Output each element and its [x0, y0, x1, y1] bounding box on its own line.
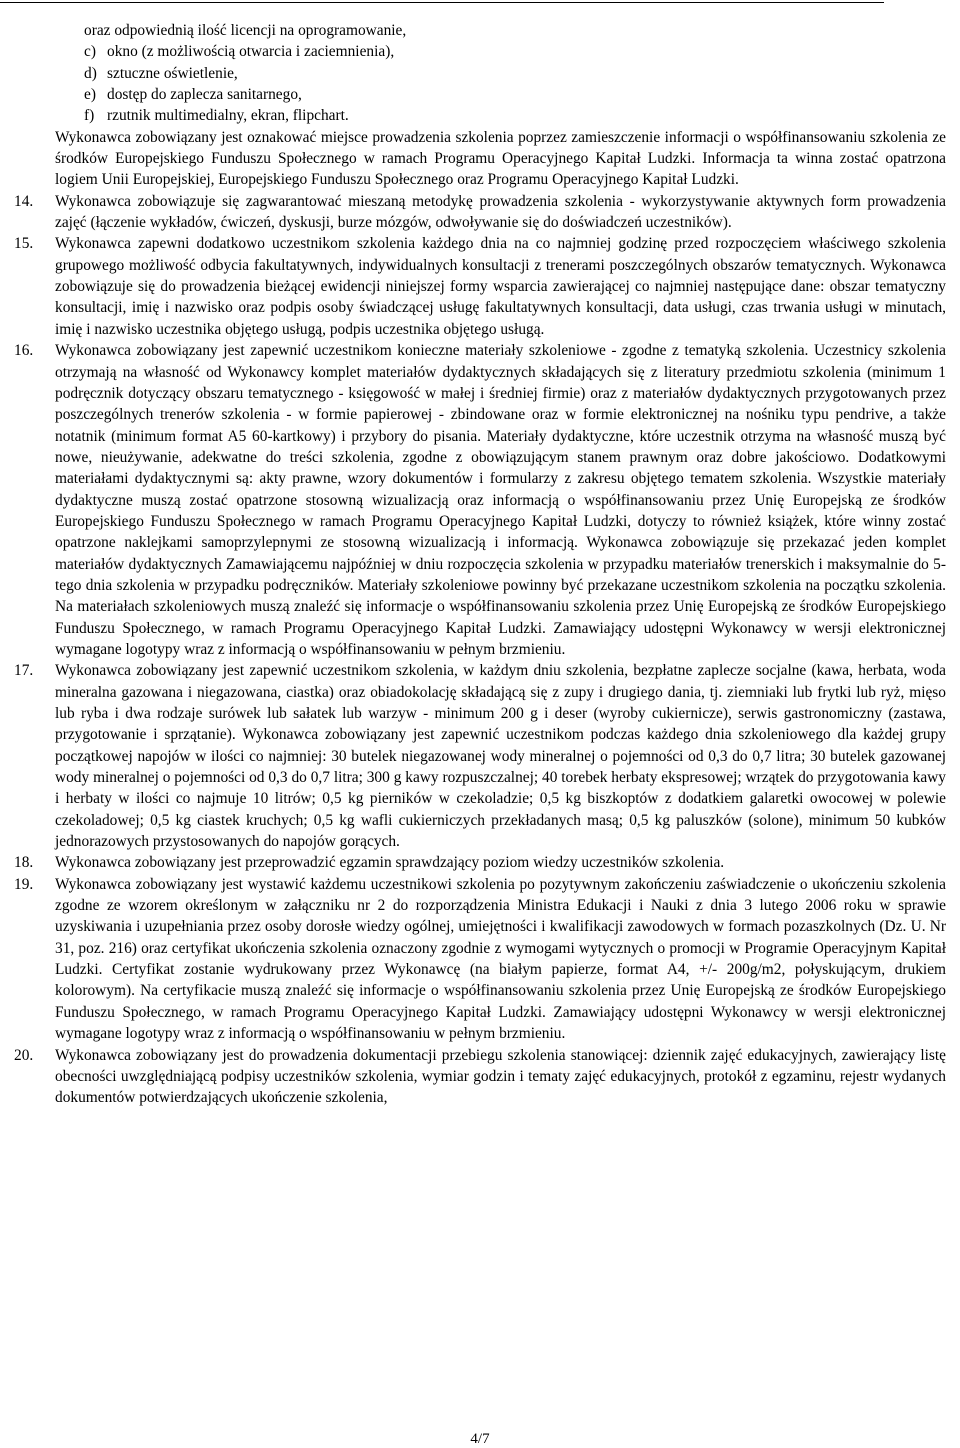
subitem-text: rzutnik multimedialny, ekran, flipchart. [107, 107, 349, 125]
subitem-c [84, 41, 946, 62]
top-rule [0, 2, 884, 3]
item-number: 15. [14, 235, 34, 253]
list-item-15 [14, 233, 946, 340]
subitem-letter: e) [84, 86, 96, 104]
subitem-list [14, 20, 946, 127]
item-number: 16. [14, 342, 34, 360]
item-text: Wykonawca zobowiązany jest zapewnić uczestnikom szkolenia, w każdym dniu szkolenia, bezpłatne zaplecze socjalne (kawa, herbata, woda mineralna gazowana i niegazowana, ciastka) oraz obiadokolację składającą się z zupy i drugiego dania, tj. ziemniaki lub frytki lub ryż, mięso lub ryba i dwa rodzaje surówek lub sałatek lub warzyw - minimum 200 g i deser (wyroby cukiernicze), serwis gastronomiczny (zastawa, przygotowanie i sprzątanie). Wykonawca zobowiązany jest zapewnić uczestnikom podczas każdego dnia szkoleniowego dla każdej grupy początkowej napojów w ilości co najmniej: 30 butelek niegazowanej wody mineralnej o pojemności od 0,3 do 0,7 litra; 30 butelek gazowanej wody mineralnej o pojemności od 0,3 do 0,7 litra; 300 g kawy rozpuszczalnej; 40 torebek herbaty ekspresowej; wrzątek do przygotowania kawy i herbaty w ilości co najmuje 10 litrów; 0,5 kg pierników w czekoladzie; 0,5 kg biszkoptów z dodatkiem galaretki owocowej w polewie czekoladowej; 0,5 kg ciastek kruchych; 0,5 kg wafli cukierniczych przekładanych masą; 0,5 kg paluszków (solone), minimum 50 kubków jednorazowych przystosowanych do napojów gorących. [55, 662, 946, 851]
subitem-d [84, 63, 946, 84]
list-item-19 [14, 874, 946, 1045]
list-item-16 [14, 340, 946, 660]
item-number: 14. [14, 192, 34, 210]
item-number: 19. [14, 875, 34, 893]
subitem-letter: f) [84, 107, 95, 125]
item-text: Wykonawca zobowiązuje się zagwarantować mieszaną metodykę prowadzenia szkolenia - wykorzystywanie aktywnych form prowadzenia zajęć (łączenie wykładów, ćwiczeń, dyskusji, burze mózgów, odwoływanie się do doświadczeń uczestników). [55, 192, 946, 232]
subitem-text: okno (z możliwością otwarcia i zaciemnienia), [107, 43, 395, 61]
item-number: 20. [14, 1046, 34, 1064]
item-text: Wykonawca zobowiązany jest do prowadzenia dokumentacji przebiegu szkolenia stanowiącej: dziennik zajęć edukacyjnych, zawierający listę obecności uwzględniającą podpisy uczestników szkolenia, wymiar godzin i tematy zajęć edukacyjnych, protokół z egzaminu, rejestr wydanych dokumentów potwierdzających ukończenie szkolenia, [55, 1046, 946, 1107]
item-text: Wykonawca zobowiązany jest przeprowadzić egzamin sprawdzający poziom wiedzy uczestników szkolenia. [55, 854, 725, 872]
subitem-letter: d) [84, 64, 97, 82]
subitem-f [84, 105, 946, 126]
subitem-text: dostęp do zaplecza sanitarnego, [107, 86, 302, 104]
document-body [14, 20, 946, 1109]
page-number: 4/7 [470, 1431, 490, 1447]
list-item-18 [14, 852, 946, 873]
item-text: Wykonawca zobowiązany jest wystawić każdemu uczestnikowi szkolenia po pozytywnym zakończeniu zaświadczenie o ukończeniu szkolenia zgodne ze wzorem określonym w załączniku nr 2 do rozporządzenia Ministra Edukacji i Nauki z dnia 3 lutego 2006 roku w sprawie uzyskiwania i uzupełniania przez osoby dorosłe wiedzy ogólnej, umiejętności i kwalifikacji zawodowych w formach pozaszkolnych (Dz. U. Nr 31, poz. 216) oraz certyfikat ukończenia szkolenia oznaczony zgodnie z wymogami wytycznych o promocji w Programie Operacyjnym Kapitał Ludzki. Certyfikat zostanie wydrukowany przez Wykonawcę (na białym papierze, format A4, +/- 200g/m2, połyskującym, drukiem kolorowym). Na certyfikacie muszą znaleźć się informacje o współfinansowaniu szkolenia przez Unię Europejską ze środków Europejskiego Funduszu Społecznego, w ramach Programu Operacyjnego Kapitał Ludzki. Zamawiający udostępni Wykonawcy w wersji elektronicznej wymagane logotypy wraz z informacją o współfinansowaniu w pełnym brzmieniu. [55, 875, 946, 1043]
subitem-text: sztuczne oświetlenie, [107, 64, 238, 82]
list-item-14 [14, 191, 946, 234]
list-item-20 [14, 1045, 946, 1109]
continuation-line: oraz odpowiednią ilość licencji na oprogramowanie, [84, 22, 407, 39]
item-number: 18. [14, 854, 34, 872]
item-text: Wykonawca zobowiązany jest zapewnić uczestnikom konieczne materiały szkoleniowe - zgodne z tematyką szkolenia. Uczestnicy szkolenia otrzymają na własność od Wykonawcy komplet materiałów dydaktycznych składających się z literatury przedmiotu szkolenia (minimum 1 podręcznik dotyczący obszaru tematycznego - księgowość w małej i średniej firmie) oraz z materiałów dydaktycznych przygotowanych przez poszczególnych trenerów szkolenia - w formie papierowej - zbindowane oraz w formie elektronicznej na nośniku typu pendrive, a także notatnik (minimum format A5 60-kartkowy) i przybory do pisania. Materiały dydaktyczne, które uczestnik otrzyma na własność muszą być nowe, nieużywanie, adekwatne do treści szkolenia, zgodne z obowiązującym stanem prawnym oraz dobre jakościowo. Dodatkowymi materiałami dydaktycznymi są: akty prawne, wzory dokumentów i formularzy z zakresu objętego tematem szkolenia. Wszystkie materiały dydaktyczne muszą zostać opatrzone stosowną wizualizacją oraz informacją o współfinansowaniu przez Unię Europejską ze środków Europejskiego Funduszu Społecznego w ramach Programu Operacyjnego Kapitał Ludzki, dotyczy to również książek, które winny zostać opatrzone naklejkami samoprzylepnymi ze stosowną wizualizacją i informacją. Wykonawca zobowiązuje się przekazać jeden komplet materiałów dydaktycznych Zamawiającemu najpóźniej w dniu rozpoczęcia szkolenia w przypadku materiałów trenerskich i maksymalnie do 5-tego dnia szkolenia w przypadku podręczników. Materiały szkoleniowe powinny być przekazane uczestnikom szkolenia na początku szkolenia. Na materiałach szkoleniowych muszą znaleźć się informacje o współfinansowaniu szkolenia przez Unię Europejską ze środków Europejskiego Funduszu Społecznego, w ramach Programu Operacyjnego Kapitał Ludzki. Zamawiający udostępni Wykonawcy w wersji elektronicznej wymagane logotypy wraz z informacją o współfinansowaniu w pełnym brzmieniu. [55, 342, 946, 658]
subitem-letter: c) [84, 43, 96, 61]
subitem-e [84, 84, 946, 105]
item-number: 17. [14, 662, 34, 680]
list-item-17 [14, 660, 946, 852]
paragraph-13-tail: Wykonawca zobowiązany jest oznakować miejsce prowadzenia szkolenia poprzez zamieszczenie informacji o współfinansowaniu szkolenia ze środków Europejskiego Funduszu Społecznego w ramach Programu Operacyjnego Kapitał Ludzki. Informacja ta winna zostać opatrzona logiem Unii Europejskiej, Europejskiego Funduszu Społecznego oraz Programu Operacyjnego Kapitał Ludzki. [55, 128, 946, 189]
item-text: Wykonawca zapewni dodatkowo uczestnikom szkolenia każdego dnia na co najmniej godzinę przed rozpoczęciem właściwego szkolenia grupowego możliwość odbycia fakultatywnych, indywidualnych konsultacji z trenerami poszczególnych obszarów tematycznych. Wykonawca zobowiązuje się do prowadzenia bieżącej ewidencji niniejszej formy wsparcia zawierającej co najmniej następujące dane: obszar tematyczny konsultacji, imię i nazwisko oraz podpis osoby świadczącej usługę fakultatywnych konsultacji, data usługi, czas trwania usługi w minutach, imię i nazwisko uczestnika objętego usługą, podpis uczestnika objętego usługą. [55, 235, 946, 338]
